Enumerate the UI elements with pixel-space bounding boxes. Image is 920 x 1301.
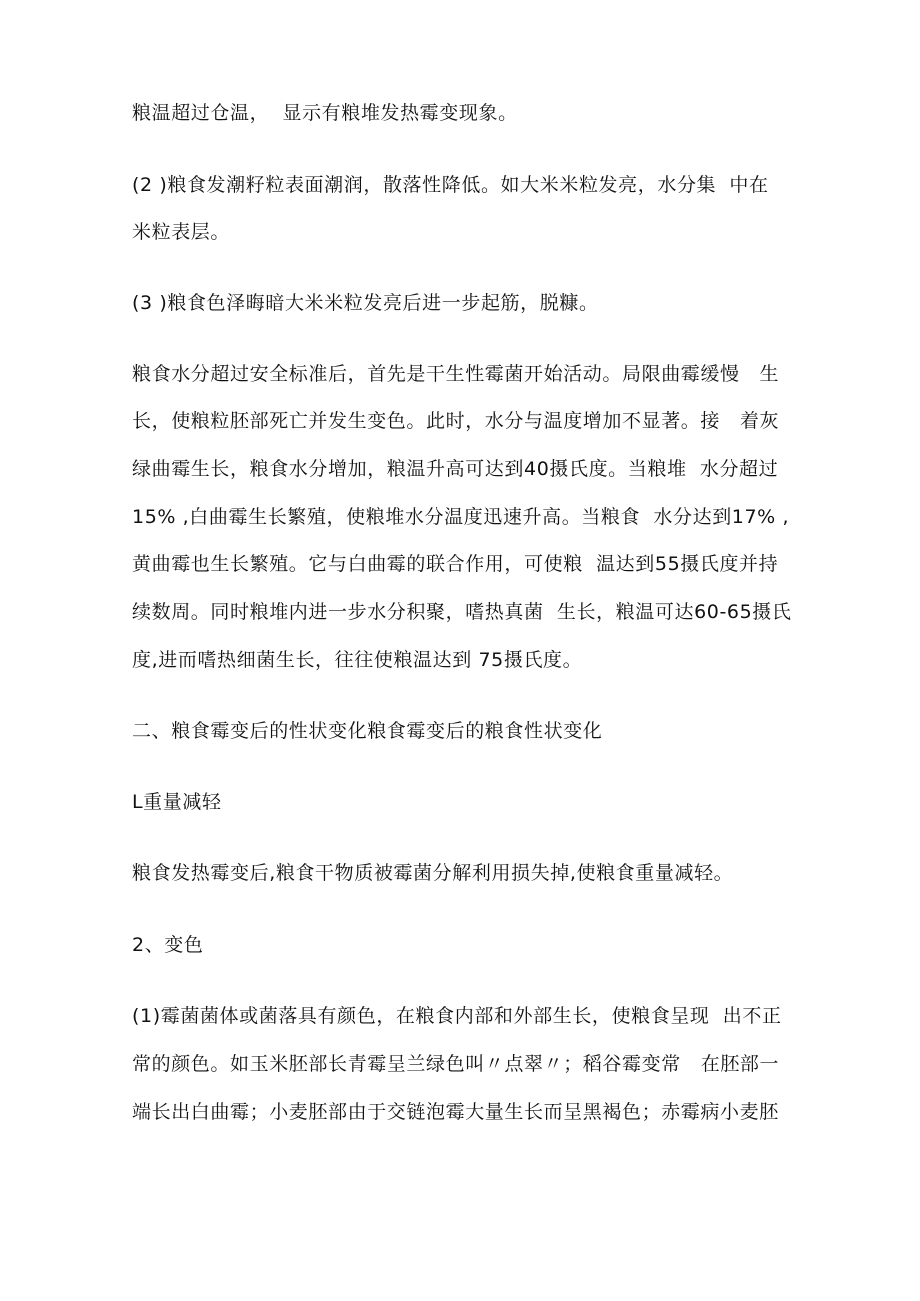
text-line-14: 粮食发热霉变后,粮食干物质被霉菌分解利用损失掉,使粮食重量减轻。 — [132, 862, 734, 884]
text-line-10: 续数周。同时粮堆内进一步水分积聚，嗜热真菌 生长，粮温可达60-65摄氏 — [132, 601, 792, 623]
text-line-1: 粮温超过仓温， 显示有粮堆发热霉变现象。 — [132, 102, 518, 124]
text-line-11: 度,进而嗜热细菌生长，往往使粮温达到 75摄氏度。 — [132, 649, 583, 671]
text-line-8: 15% ,白曲霉生长繁殖，使粮堆水分温度迅速升高。当粮食 水分达到17% , — [132, 506, 790, 528]
text-line-4: (3 )粮食色泽晦暗大米米粒发亮后进一步起筋，脱糠。 — [132, 292, 599, 314]
text-line-5: 粮食水分超过安全标准后，首先是干生性霉菌开始活动。局限曲霉缓慢 生 — [132, 363, 780, 385]
text-line-9: 黄曲霉也生长繁殖。它与白曲霉的联合作用，可使粮 温达到55摄氏度并持 — [132, 553, 779, 575]
subheading-weight-loss: L重量减轻 — [132, 791, 222, 813]
text-line-17: 常的颜色。如玉米胚部长青霉呈兰绿色叫〃点翠〃；稻谷霉变常 在胚部一 — [132, 1053, 780, 1075]
subheading-discoloration: 2、变色 — [132, 934, 204, 956]
section-heading: 二、粮食霉变后的性状变化粮食霉变后的粮食性状变化 — [132, 720, 603, 742]
text-line-6: 长，使粮粒胚部死亡并发生变色。此时，水分与温度增加不显著。接 着灰 — [132, 410, 780, 432]
text-line-7: 绿曲霉生长，粮食水分增加，粮温升高可达到40摄氏度。当粮堆 水分超过 — [132, 458, 779, 480]
text-line-16: (1)霉菌菌体或菌落具有颜色，在粮食内部和外部生长，使粮食呈现 出不正 — [132, 1005, 782, 1027]
text-line-3: 米粒表层。 — [132, 221, 231, 243]
text-line-18: 端长出白曲霉；小麦胚部由于交链泡霉大量生长而呈黑褐色；赤霉病小麦胚 — [132, 1101, 779, 1123]
text-line-2: (2 )粮食发潮籽粒表面潮润，散落性降低。如大米米粒发亮，水分集 中在 — [132, 174, 769, 196]
